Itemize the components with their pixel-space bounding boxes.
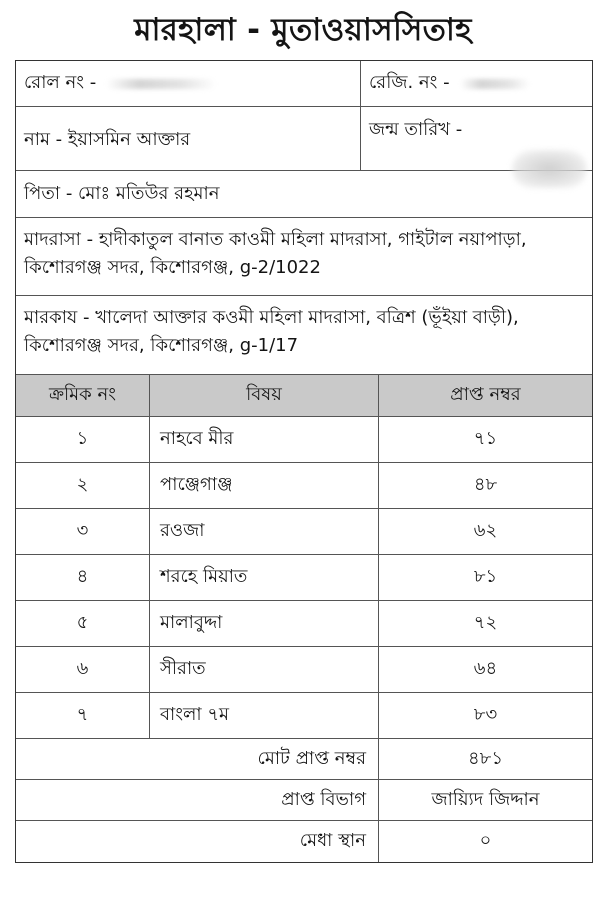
total-marks-value: ৪৮১: [467, 747, 504, 769]
page-title: মারহালা - মুতাওয়াসসিতাহ: [134, 12, 472, 48]
marks-cell: ৬২: [473, 520, 498, 541]
header-serial: ক্রমিক নং: [16, 375, 150, 416]
marks-cell: ৭২: [473, 612, 498, 633]
father-name: পিতা - মোঃ মতিউর রহমান: [24, 182, 220, 204]
result-sheet: [15, 60, 593, 863]
merit-value: ০: [479, 830, 492, 851]
serial-cell: ১: [16, 417, 150, 462]
subject-cell: শরহে মিয়াত: [150, 555, 379, 600]
marks-cell: ৮৩: [473, 704, 498, 725]
student-name: নাম - ইয়াসমিন আক্তার: [24, 129, 191, 150]
table-row: [16, 601, 592, 647]
roll-cell: [16, 61, 361, 106]
subject-cell: বাংলা ৭ম: [150, 693, 379, 738]
serial-cell: ২: [16, 463, 150, 508]
serial-cell: ৫: [16, 601, 150, 646]
subject-cell: পাঞ্জেগাঞ্জ: [150, 463, 379, 508]
roll-label: রোল নং -: [24, 72, 97, 93]
dob-label: জন্ম তারিখ -: [369, 119, 463, 140]
table-row: [16, 509, 592, 555]
name-dob-row: [16, 107, 592, 171]
roll-reg-row: [16, 61, 592, 107]
total-marks-row: [16, 739, 592, 780]
reg-label: রেজি. নং -: [369, 72, 450, 93]
table-row: [16, 647, 592, 693]
madrasa-row: [16, 218, 592, 296]
marks-cell: ৮১: [473, 566, 498, 587]
subject-cell: রওজা: [150, 509, 379, 554]
serial-cell: ৭: [16, 693, 150, 738]
markaz-address: মারকায - খালেদা আক্তার কওমী মহিলা মাদরাসা, বত্রিশ (ভূঁইয়া বাড়ী), কিশোরগঞ্জ সদর, কিশোরগঞ্জ, g-1/17: [24, 307, 519, 356]
table-row: [16, 555, 592, 601]
subject-cell: মালাবুদ্দা: [150, 601, 379, 646]
redacted-reg-number: [460, 79, 530, 89]
madrasa-address: মাদরাসা - হাদীকাতুল বানাত কাওমী মহিলা মাদরাসা, গাইটাল নয়াপাড়া, কিশোরগঞ্জ সদর, কিশোরগঞ্জ, g-2/1022: [24, 229, 527, 278]
header-marks: প্রাপ্ত নম্বর: [450, 384, 521, 405]
serial-cell: ৬: [16, 647, 150, 692]
total-marks-label: মোট প্রাপ্ত নম্বর: [16, 739, 379, 779]
marks-cell: ৬৪: [473, 658, 498, 679]
name-cell: [16, 107, 361, 170]
markaz-row: [16, 296, 592, 375]
marks-cell: ৪৮: [473, 474, 498, 495]
table-row: [16, 693, 592, 739]
subject-cell: নাহবে মীর: [150, 417, 379, 462]
table-row: [16, 463, 592, 509]
serial-cell: ৪: [16, 555, 150, 600]
marks-cell: ৭১: [473, 428, 498, 449]
merit-row: [16, 821, 592, 862]
redacted-roll-number: [106, 79, 216, 89]
serial-cell: ৩: [16, 509, 150, 554]
grades-header-row: [16, 375, 592, 417]
father-row: [16, 171, 592, 218]
redacted-dob: [512, 150, 587, 188]
division-label: প্রাপ্ত বিভাগ: [16, 780, 379, 820]
division-value: জায়্যিদ জিদ্দান: [431, 788, 540, 810]
header-subject: বিষয়: [150, 375, 379, 416]
merit-label: মেধা স্থান: [16, 821, 379, 862]
division-row: [16, 780, 592, 821]
table-row: [16, 417, 592, 463]
reg-cell: [361, 61, 592, 106]
subject-cell: সীরাত: [150, 647, 379, 692]
